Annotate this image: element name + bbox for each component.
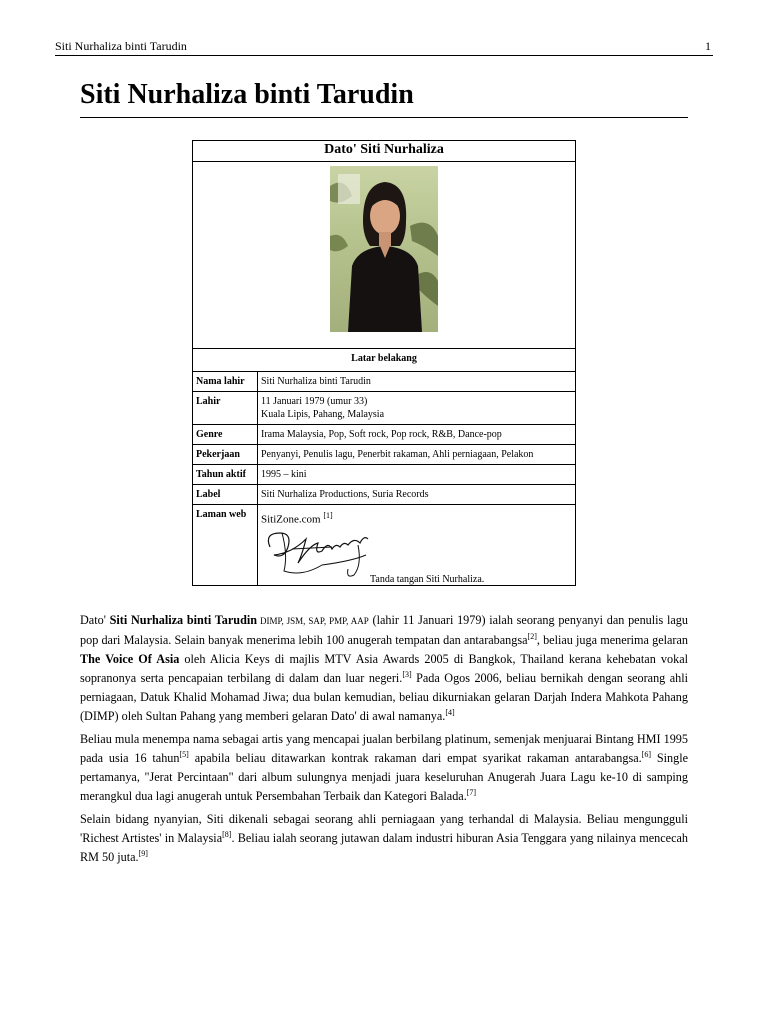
infobox-label: Lahir — [193, 392, 258, 425]
signature-image — [262, 525, 372, 579]
infobox-row-label — [193, 485, 576, 505]
infobox-row-genre — [193, 425, 576, 445]
reference-link[interactable]: [3] — [402, 669, 412, 679]
reference-link[interactable]: [8] — [222, 829, 232, 839]
page-number: 1 — [705, 39, 711, 53]
infobox-value: Siti Nurhaliza binti Tarudin — [258, 372, 576, 392]
infobox-label: Nama lahir — [193, 372, 258, 392]
text: Beliau mula menempa nama sebagai artis yang mencapai jualan berbilang platinum, semenjak menjuarai Bintang HMI 1995 pada usia 16 tahun — [80, 732, 688, 765]
infobox-label: Genre — [193, 425, 258, 445]
infobox-row-website — [193, 505, 576, 586]
infobox-label: Tahun aktif — [193, 465, 258, 485]
infobox-value — [258, 505, 576, 586]
reference-link[interactable]: [9] — [138, 848, 148, 858]
text: oleh Alicia Keys di majlis MTV Asia Awards 2005 di Bangkok, Thailand kerana kehebatan vokal sopranonya serta pencapaian terbilang di dalam dan luar negeri. — [80, 652, 688, 685]
text: . Beliau ialah seorang jutawan dalam industri hiburan Asia Tenggara yang nilainya mencecah RM 50 juta. — [80, 831, 689, 864]
text: Selain bidang nyanyian, Siti dikenali sebagai seorang ahli perniagaan yang terhandal di Malaysia. Beliau mengungguli 'Richest Artistes' in Malaysia — [80, 812, 688, 845]
reference-link[interactable]: [7] — [466, 787, 477, 797]
running-header — [55, 38, 713, 56]
text: Dato' — [80, 613, 110, 627]
infobox-value: Penyanyi, Penulis lagu, Penerbit rakaman, Ahli perniagaan, Pelakon — [258, 445, 576, 465]
reference-link[interactable]: [1] — [323, 511, 333, 520]
birth-date: 11 Januari 1979 (umur 33) — [261, 396, 368, 407]
text: , beliau juga menerima gelaran — [536, 633, 688, 647]
text: apabila beliau ditawarkan kontrak rakaman dari empat syarikat rakaman antarabangsa. — [188, 751, 642, 765]
infobox-row-occupation — [193, 445, 576, 465]
text: Pada Ogos 2006, beliau bernikah dengan seorang ahli perniagaan, Datuk Khalid Mohamad Jiwa; dua bulan kemudian, beliau dikurniakan gelaran Darjah Indera Mahkota Pahang (DIMP) oleh Sultan Pahang yang memberi gelaran Dato' di awal namanya. — [80, 671, 688, 723]
paragraph-intro — [80, 611, 688, 726]
infobox-label: Pekerjaan — [193, 445, 258, 465]
text: Single pertamanya, "Jerat Percintaan" dari album sulungnya menjadi juara keseluruhan Anugerah Juara Lagu ke-10 di samping merangkul dua lagi anugerah untuk Persembahan Terbaik dan Kategori Balada. — [80, 751, 688, 803]
infobox-value: Siti Nurhaliza Productions, Suria Records — [258, 485, 576, 505]
text: (lahir 11 Januari 1979) ialah seorang penyanyi dan penulis lagu pop dari Malaysia. Selain banyak menerima lebih 100 anugerah tempatan dan antarabangsa — [80, 613, 688, 647]
infobox-value — [258, 392, 576, 425]
infobox — [192, 140, 576, 586]
infobox-label: Laman web — [193, 505, 258, 586]
portrait-photo[interactable] — [330, 166, 438, 332]
birth-place: Kuala Lipis, Pahang, Malaysia — [261, 409, 385, 420]
website-link-wrap — [261, 509, 333, 527]
infobox-value: Irama Malaysia, Pop, Soft rock, Pop rock, R&B, Dance-pop — [258, 425, 576, 445]
paragraph-career — [80, 730, 688, 806]
running-header-title: Siti Nurhaliza binti Tarudin — [55, 39, 187, 53]
reference-link[interactable]: [2] — [527, 631, 537, 641]
portrait-illustration — [330, 166, 438, 332]
subject-name: Siti Nurhaliza binti Tarudin — [109, 613, 258, 627]
infobox-row-born — [193, 392, 576, 425]
website-link[interactable]: SitiZone.com — [261, 513, 321, 526]
page-title: Siti Nurhaliza binti Tarudin — [80, 78, 688, 118]
reference-link[interactable]: [6] — [641, 749, 651, 759]
infobox-label: Label — [193, 485, 258, 505]
infobox-title: Dato' Siti Nurhaliza — [193, 141, 576, 162]
infobox-photo-cell — [193, 162, 576, 349]
infobox-row-birth-name — [193, 372, 576, 392]
infobox-value: 1995 – kini — [258, 465, 576, 485]
title-bold: The Voice Of Asia — [80, 652, 180, 666]
infobox-row-years-active — [193, 465, 576, 485]
paragraph-business — [80, 810, 688, 867]
reference-link[interactable]: [5] — [179, 749, 189, 759]
infobox-section-header: Latar belakang — [193, 349, 576, 372]
signature-caption: Tanda tangan Siti Nurhaliza. — [370, 574, 485, 585]
honorifics: DIMP, JSM, SAP, PMP, AAP — [257, 616, 369, 626]
article-body — [80, 611, 688, 871]
reference-link[interactable]: [4] — [445, 707, 455, 717]
